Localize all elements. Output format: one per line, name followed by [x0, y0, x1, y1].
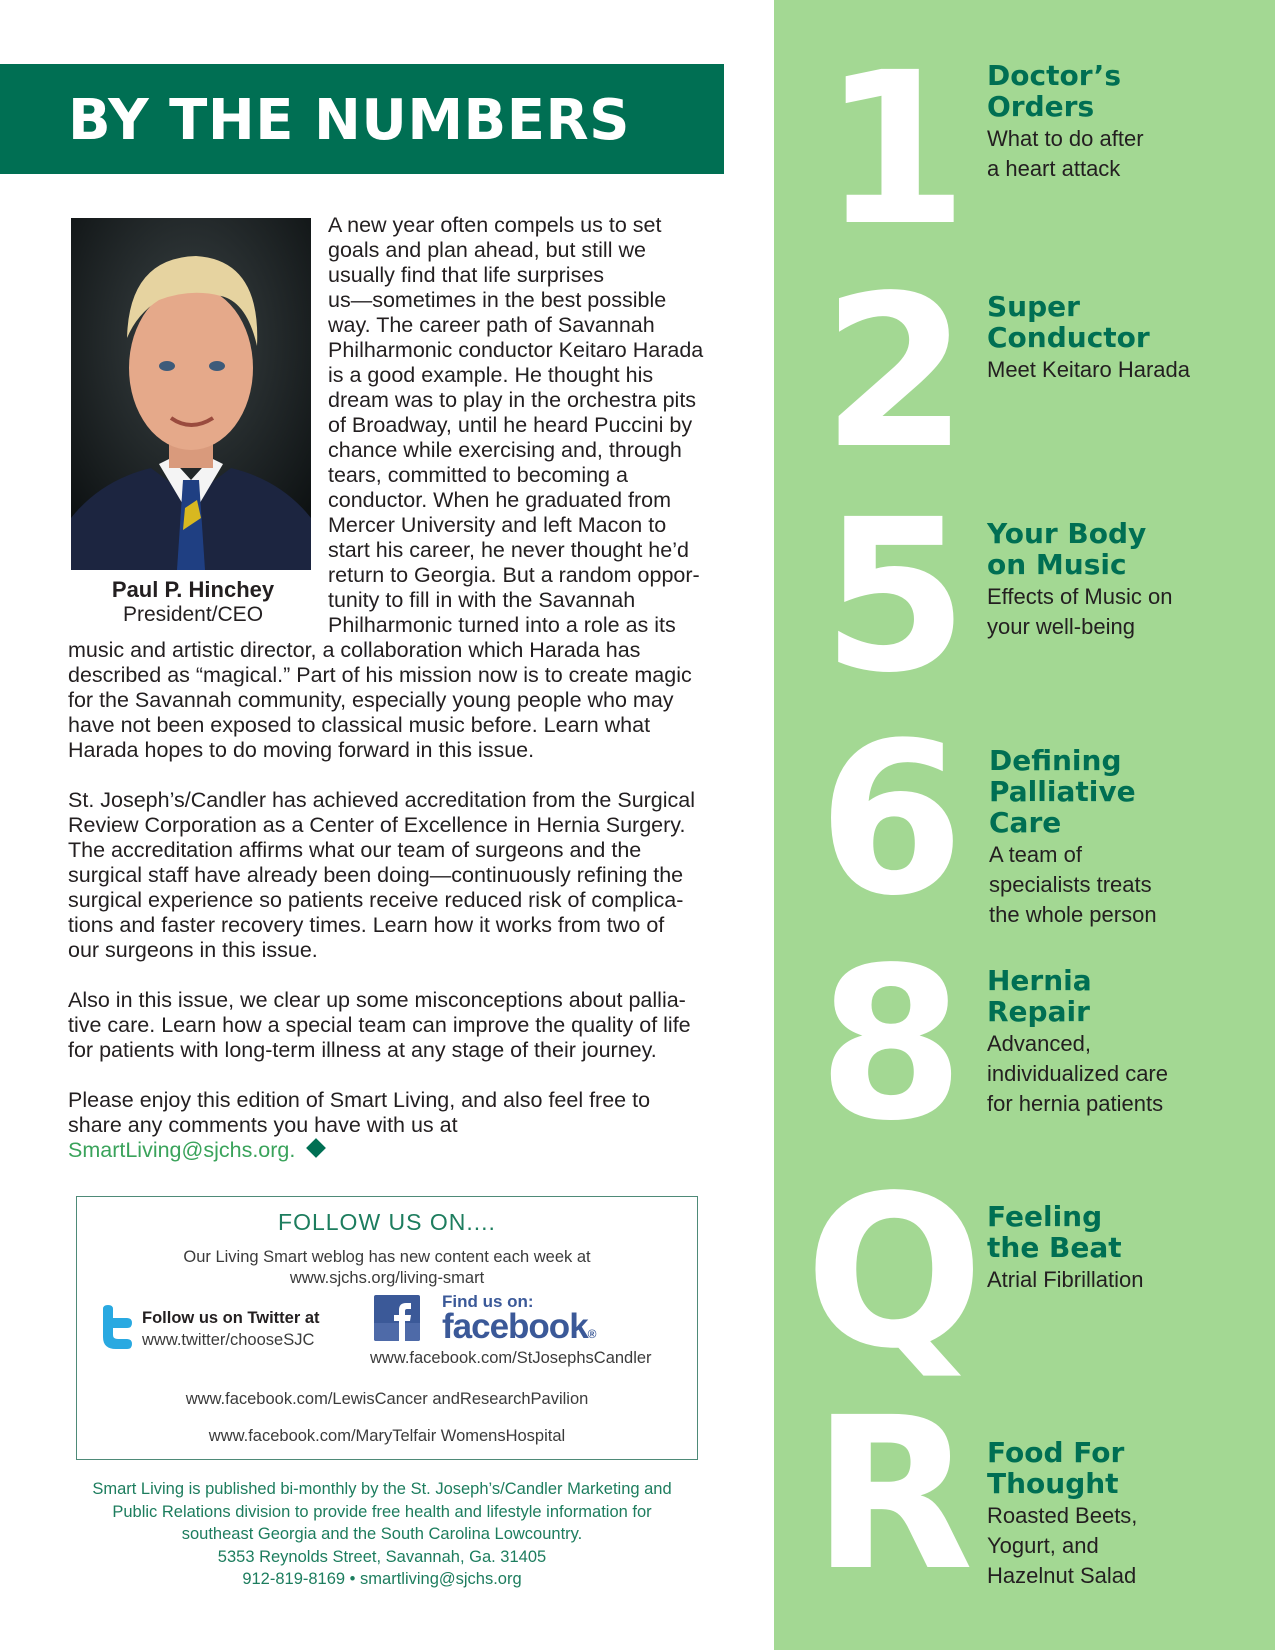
entry-title-line: Thought [987, 1467, 1119, 1500]
page-number-8: 8 [818, 922, 965, 1167]
letter-line: share any comments you have with us at [68, 1113, 458, 1137]
entry-description [987, 1029, 1267, 1119]
facebook-wordmark-text: facebook [442, 1307, 588, 1346]
entry-desc-line: A team of [989, 842, 1082, 867]
publisher-line[interactable]: 912-819-8169 • smartliving@sjchs.org [242, 1570, 522, 1588]
follow-us-box [76, 1196, 698, 1460]
letter-line: Philharmonic turned into a role as its [328, 613, 676, 637]
letter-line: return to Georgia. But a random oppor- [328, 563, 700, 587]
entry-desc-line: Hazelnut Salad [987, 1563, 1137, 1588]
letter-line: way. The career path of Savannah [328, 313, 655, 337]
entry-desc-line: individualized care [987, 1061, 1168, 1086]
registered-mark: ® [587, 1327, 597, 1341]
facebook-url[interactable]: www.facebook.com/StJosephsCandler [370, 1349, 652, 1367]
publisher-info [50, 1478, 714, 1591]
entry-description [987, 124, 1267, 184]
letter-line: chance while exercising and, through [328, 438, 682, 462]
entry-desc-line: your well-being [987, 614, 1135, 639]
letter-line: Also in this issue, we clear up some misconceptions about pallia- [68, 988, 686, 1012]
entry-description [987, 582, 1267, 642]
letter-line: Mercer University and left Macon to [328, 513, 667, 537]
entry-title-line: Food For [987, 1436, 1125, 1469]
entry-desc-line: Advanced, [987, 1031, 1091, 1056]
letter-line: for the Savannah community, especially young people who may [68, 688, 674, 712]
letter-line: Philharmonic conductor Keitaro Harada [328, 338, 704, 362]
contents-entry-8[interactable] [987, 965, 1267, 1119]
entry-desc-line: What to do after [987, 126, 1144, 151]
letter-line: goals and plan ahead, but still we [328, 238, 646, 262]
page-number-2: 2 [822, 250, 969, 495]
letter-line: Harada hopes to do moving forward in this issue. [68, 738, 535, 762]
facebook-find-us: Find us on: [442, 1292, 534, 1311]
letter-line: tears, committed to becoming a [328, 463, 628, 487]
entry-title-line: the Beat [987, 1231, 1122, 1264]
entry-desc-line: Yogurt, and [987, 1533, 1099, 1558]
entry-title [987, 1201, 1267, 1263]
entry-desc-line: Meet Keitaro Harada [987, 357, 1190, 382]
entry-desc-line: specialists treats [989, 872, 1152, 897]
letter-line: for patients with long-term illness at any stage of their journey. [68, 1038, 657, 1062]
diamond-icon [306, 1138, 326, 1158]
letter-paragraph-4 [68, 1088, 650, 1163]
letter-line: usually find that life surprises [328, 263, 605, 287]
letter-line: Review Corporation as a Center of Excellence in Hernia Surgery. [68, 813, 686, 837]
letter-paragraph-3 [68, 988, 691, 1063]
letter-line: of Broadway, until he heard Puccini by [328, 413, 693, 437]
entry-title-line: Your Body [987, 517, 1147, 550]
entry-title-line: Hernia [987, 964, 1092, 997]
letter-paragraph-1 [328, 213, 703, 638]
entry-desc-line: Effects of Music on [987, 584, 1173, 609]
facebook-url-lewis[interactable]: www.facebook.com/LewisCancer andResearchPavilion [185, 1390, 589, 1408]
page-number-5: 5 [822, 474, 969, 719]
contents-entry-6[interactable] [989, 745, 1269, 930]
contents-entry-r[interactable] [987, 1437, 1267, 1591]
entry-title [987, 518, 1267, 580]
entry-title-line: on Music [987, 548, 1127, 581]
page-number-1: 1 [822, 27, 969, 272]
entry-description [987, 355, 1267, 385]
entry-title [987, 965, 1267, 1027]
email-line [68, 1138, 650, 1163]
letter-line: St. Joseph’s/Candler has achieved accreditation from the Surgical [68, 788, 696, 812]
contents-entry-2[interactable] [987, 291, 1267, 385]
entry-desc-line: Atrial Fibrillation [987, 1267, 1144, 1292]
twitter-label: Follow us on Twitter at [142, 1309, 320, 1327]
contents-entry-q[interactable] [987, 1201, 1267, 1295]
letter-line: music and artistic director, a collaboration which Harada has [68, 638, 641, 662]
letter-line: tions and faster recovery times. Learn how it works from two of [68, 913, 665, 937]
entry-title-line: Defining [989, 744, 1122, 777]
email-link[interactable]: SmartLiving@sjchs.org. [68, 1138, 296, 1162]
letter-line: A new year often compels us to set [328, 213, 662, 237]
entry-title-line: Repair [987, 995, 1090, 1028]
letter-line: surgical experience so patients receive reduced risk of complica- [68, 888, 684, 912]
entry-title [987, 291, 1267, 353]
publisher-line: Smart Living is published bi-monthly by the St. Joseph’s/Candler Marketing and [92, 1480, 672, 1498]
page-title: BY THE NUMBERS [68, 88, 630, 153]
publisher-line: 5353 Reynolds Street, Savannah, Ga. 31405 [217, 1547, 547, 1566]
letter-line: tunity to fill in with the Savannah [328, 588, 636, 612]
twitter-url[interactable]: www.twitter/chooseSJC [142, 1331, 315, 1349]
letter-line: The accreditation affirms what our team of surgeons and the [68, 838, 642, 862]
letter-line: dream was to play in the orchestra pits [328, 388, 697, 412]
publisher-line: southeast Georgia and the South Carolina Lowcountry. [181, 1525, 583, 1543]
letter-line: tive care. Learn how a special team can improve the quality of life [68, 1013, 691, 1037]
entry-desc-line: a heart attack [987, 156, 1121, 181]
letter-line: described as “magical.” Part of his mission now is to create magic [68, 663, 692, 687]
entry-description [989, 840, 1269, 930]
entry-title-line: Super [987, 290, 1080, 323]
entry-title [989, 745, 1269, 838]
entry-title-line: Doctor’s [987, 59, 1121, 92]
entry-title [987, 60, 1267, 122]
publisher-line: Public Relations division to provide free health and lifestyle information for [112, 1502, 652, 1521]
facebook-icon[interactable] [374, 1295, 420, 1341]
letter-line: our surgeons in this issue. [68, 938, 318, 962]
entry-title-line: Feeling [987, 1200, 1103, 1233]
entry-title-line: Care [989, 806, 1062, 839]
letter-line: conductor. When he graduated from [328, 488, 672, 512]
page-letter-q: Q [805, 1150, 984, 1395]
contents-entry-1[interactable] [987, 60, 1267, 184]
contents-entry-5[interactable] [987, 518, 1267, 642]
author-name: Paul P. Hinchey [111, 577, 275, 602]
follow-title: FOLLOW US ON.... [278, 1209, 496, 1235]
letter-line: is a good example. He thought his [328, 363, 654, 387]
letter-line: surgical staff have already been doing—continuously refining the [68, 863, 684, 887]
letter-line: start his career, he never thought he’d [328, 538, 689, 562]
letter-paragraph-2 [68, 788, 695, 963]
author-photo [71, 218, 311, 570]
follow-subtitle: Our Living Smart weblog has new content each week at [183, 1248, 591, 1266]
facebook-url-telfair[interactable]: www.facebook.com/MaryTelfair WomensHospital [208, 1427, 566, 1445]
entry-description [987, 1265, 1267, 1295]
page-letter-r: R [812, 1372, 974, 1617]
entry-desc-line: the whole person [989, 902, 1157, 927]
entry-desc-line: Roasted Beets, [987, 1503, 1138, 1528]
entry-desc-line: for hernia patients [987, 1091, 1164, 1116]
letter-line: us—sometimes in the best possible [328, 288, 667, 312]
facebook-wordmark [442, 1307, 597, 1347]
page-number-6: 6 [818, 697, 965, 942]
letter-line: Please enjoy this edition of Smart Living, and also feel free to [68, 1088, 651, 1112]
entry-title-line: Orders [987, 90, 1095, 123]
entry-description [987, 1501, 1267, 1591]
author-title: President/CEO [122, 603, 264, 626]
entry-title-line: Conductor [987, 321, 1150, 354]
weblog-url[interactable]: www.sjchs.org/living-smart [289, 1269, 485, 1287]
entry-title [987, 1437, 1267, 1499]
letter-paragraph-1-continued [68, 638, 692, 763]
entry-title-line: Palliative [989, 775, 1136, 808]
twitter-icon[interactable] [99, 1305, 133, 1354]
letter-line: have not been exposed to classical music before. Learn what [68, 713, 651, 737]
